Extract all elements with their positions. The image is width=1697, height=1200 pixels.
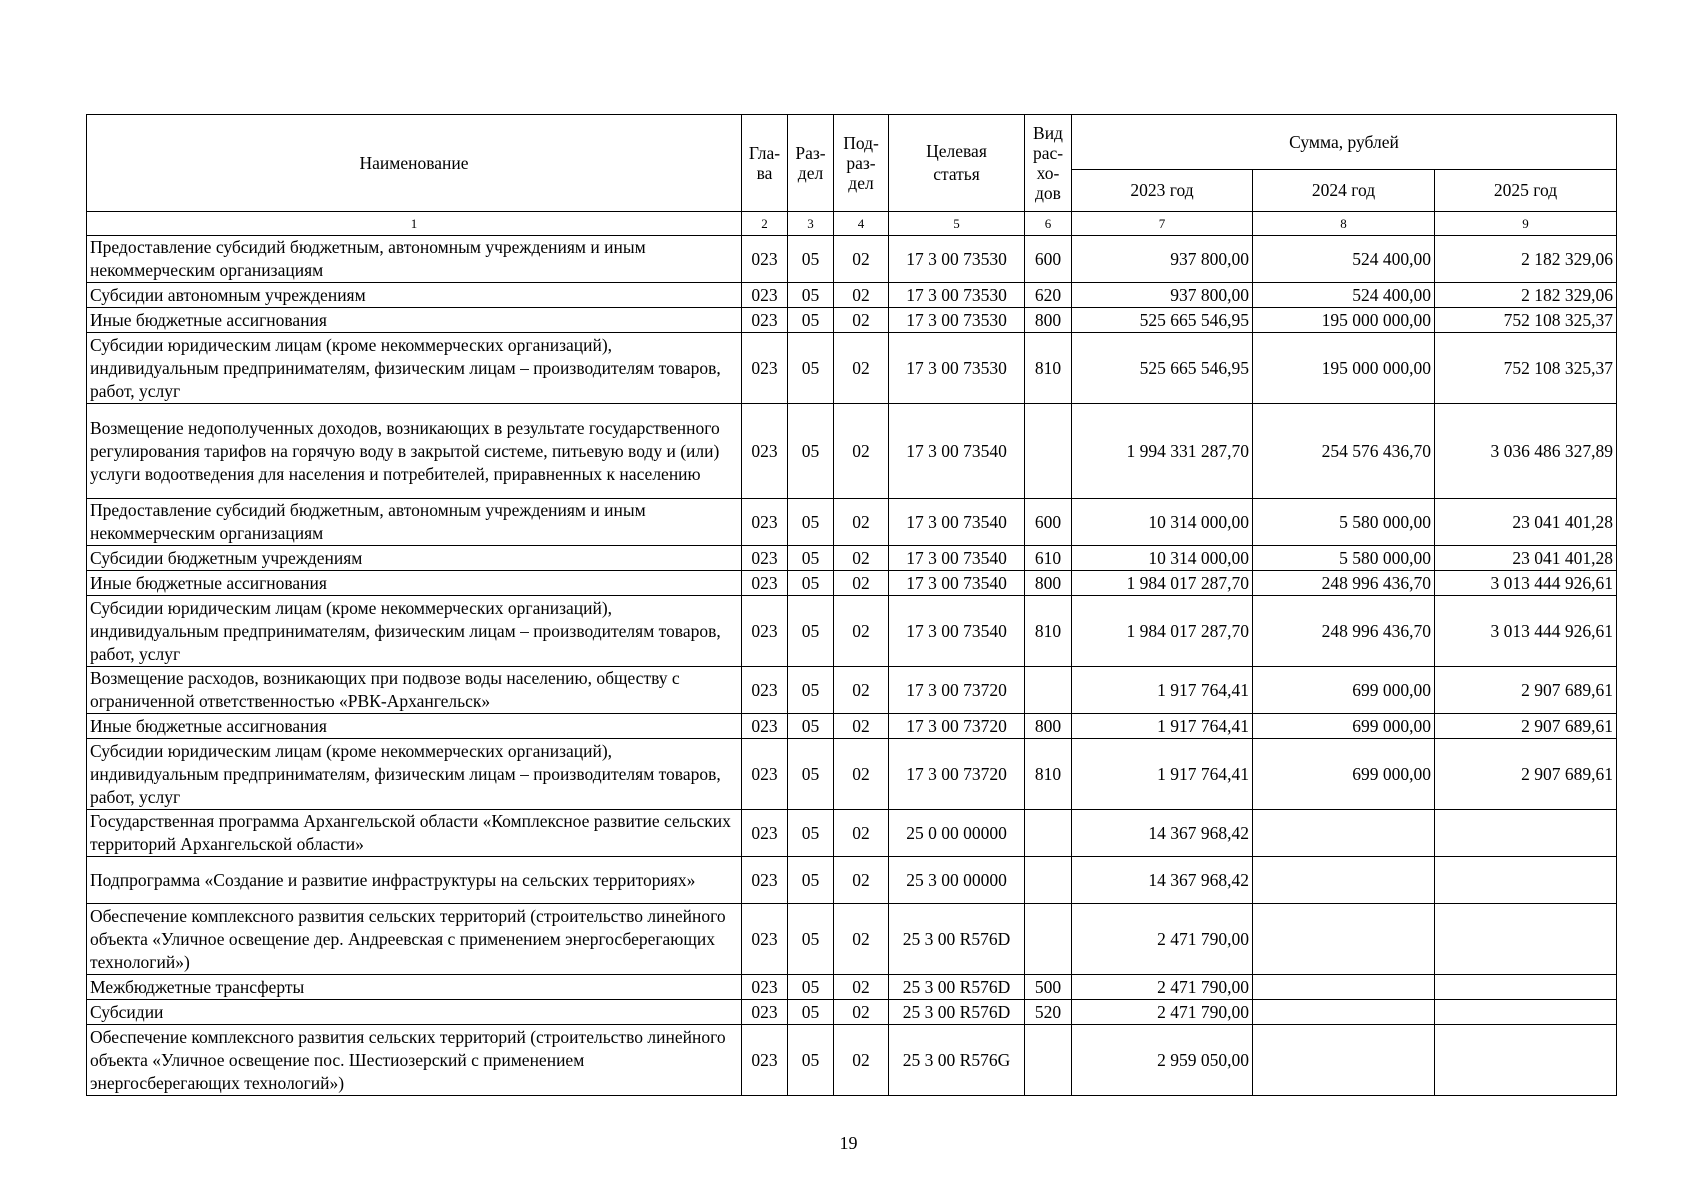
row-name: Иные бюджетные ассигнования bbox=[87, 714, 742, 739]
row-expense-type bbox=[1025, 857, 1072, 904]
row-sum-2023: 14 367 968,42 bbox=[1072, 810, 1253, 857]
column-number: 5 bbox=[889, 212, 1025, 236]
row-sum-2025: 23 041 401,28 bbox=[1435, 546, 1617, 571]
row-subsection: 02 bbox=[834, 1025, 889, 1096]
column-number: 8 bbox=[1253, 212, 1435, 236]
row-section: 05 bbox=[788, 857, 834, 904]
table-body bbox=[87, 236, 1617, 1096]
row-target-article: 17 3 00 73540 bbox=[889, 499, 1025, 546]
row-expense-type: 800 bbox=[1025, 308, 1072, 333]
row-target-article: 17 3 00 73720 bbox=[889, 739, 1025, 810]
row-sum-2025: 2 907 689,61 bbox=[1435, 739, 1617, 810]
header-year-2025: 2025 год bbox=[1435, 170, 1617, 212]
table-row bbox=[87, 596, 1617, 667]
row-sum-2024: 195 000 000,00 bbox=[1253, 333, 1435, 404]
header-section-label: Раз- дел bbox=[795, 143, 826, 183]
row-section: 05 bbox=[788, 714, 834, 739]
header-target-article-label: Целевая статья bbox=[926, 141, 987, 184]
row-name: Возмещение расходов, возникающих при подвозе воды населению, обществу с ограниченной ответственностью «РВК-Архангельск» bbox=[87, 667, 742, 714]
row-expense-type bbox=[1025, 904, 1072, 975]
row-sum-2025 bbox=[1435, 904, 1617, 975]
header-name: Наименование bbox=[87, 115, 742, 212]
table-row bbox=[87, 904, 1617, 975]
row-target-article: 17 3 00 73530 bbox=[889, 236, 1025, 283]
row-name: Предоставление субсидий бюджетным, автономным учреждениям и иным некоммерческим организациям bbox=[87, 499, 742, 546]
row-section: 05 bbox=[788, 1025, 834, 1096]
table-row bbox=[87, 1025, 1617, 1096]
table-row bbox=[87, 857, 1617, 904]
table-row bbox=[87, 283, 1617, 308]
row-expense-type: 600 bbox=[1025, 236, 1072, 283]
page-number: 19 bbox=[839, 1133, 858, 1153]
row-chapter: 023 bbox=[742, 975, 788, 1000]
row-sum-2024: 195 000 000,00 bbox=[1253, 308, 1435, 333]
row-subsection: 02 bbox=[834, 236, 889, 283]
row-chapter: 023 bbox=[742, 857, 788, 904]
row-target-article: 17 3 00 73540 bbox=[889, 596, 1025, 667]
row-expense-type: 810 bbox=[1025, 596, 1072, 667]
row-sum-2025: 2 907 689,61 bbox=[1435, 667, 1617, 714]
table-row bbox=[87, 333, 1617, 404]
row-sum-2024: 699 000,00 bbox=[1253, 714, 1435, 739]
table-row bbox=[87, 571, 1617, 596]
table-row bbox=[87, 975, 1617, 1000]
row-section: 05 bbox=[788, 236, 834, 283]
row-sum-2025: 2 182 329,06 bbox=[1435, 283, 1617, 308]
column-number: 3 bbox=[788, 212, 834, 236]
column-number: 6 bbox=[1025, 212, 1072, 236]
row-target-article: 17 3 00 73540 bbox=[889, 546, 1025, 571]
row-subsection: 02 bbox=[834, 571, 889, 596]
header-expense-type-label: Вид рас- хо- дов bbox=[1032, 123, 1064, 203]
row-sum-2025: 3 013 444 926,61 bbox=[1435, 596, 1617, 667]
row-sum-2025 bbox=[1435, 810, 1617, 857]
row-sum-2023: 1 917 764,41 bbox=[1072, 667, 1253, 714]
row-chapter: 023 bbox=[742, 1000, 788, 1025]
row-chapter: 023 bbox=[742, 714, 788, 739]
table-row bbox=[87, 236, 1617, 283]
row-chapter: 023 bbox=[742, 404, 788, 499]
row-name: Субсидии юридическим лицам (кроме некоммерческих организаций), индивидуальным предпринимателям, физическим лицам – производителям товаров, работ, услуг bbox=[87, 739, 742, 810]
row-target-article: 17 3 00 73530 bbox=[889, 333, 1025, 404]
row-subsection: 02 bbox=[834, 810, 889, 857]
row-sum-2023: 10 314 000,00 bbox=[1072, 546, 1253, 571]
row-sum-2023: 1 984 017 287,70 bbox=[1072, 596, 1253, 667]
row-name: Возмещение недополученных доходов, возникающих в результате государственного регулирования тарифов на горячую воду в закрытой системе, питьевую воду и (или) услуги водоотведения для населения и потребителей, приравненных к населению bbox=[87, 404, 742, 499]
header-year-2023: 2023 год bbox=[1072, 170, 1253, 212]
row-sum-2024 bbox=[1253, 810, 1435, 857]
row-subsection: 02 bbox=[834, 333, 889, 404]
row-subsection: 02 bbox=[834, 546, 889, 571]
header-chapter bbox=[742, 115, 788, 212]
table-row bbox=[87, 499, 1617, 546]
row-sum-2025: 23 041 401,28 bbox=[1435, 499, 1617, 546]
row-sum-2024 bbox=[1253, 1000, 1435, 1025]
row-sum-2025: 2 907 689,61 bbox=[1435, 714, 1617, 739]
row-sum-2025 bbox=[1435, 1025, 1617, 1096]
row-section: 05 bbox=[788, 810, 834, 857]
row-expense-type: 810 bbox=[1025, 333, 1072, 404]
row-section: 05 bbox=[788, 904, 834, 975]
row-sum-2024 bbox=[1253, 975, 1435, 1000]
row-sum-2023: 937 800,00 bbox=[1072, 236, 1253, 283]
row-chapter: 023 bbox=[742, 308, 788, 333]
row-name: Обеспечение комплексного развития сельских территорий (строительство линейного объекта «Уличное освещение дер. Андреевская с применением энергосберегающих технологий») bbox=[87, 904, 742, 975]
row-sum-2023: 2 471 790,00 bbox=[1072, 1000, 1253, 1025]
row-section: 05 bbox=[788, 667, 834, 714]
row-chapter: 023 bbox=[742, 283, 788, 308]
header-sum-group: Сумма, рублей bbox=[1072, 115, 1617, 170]
header-expense-type bbox=[1025, 115, 1072, 212]
row-sum-2024: 699 000,00 bbox=[1253, 739, 1435, 810]
row-subsection: 02 bbox=[834, 1000, 889, 1025]
row-sum-2024: 524 400,00 bbox=[1253, 236, 1435, 283]
row-sum-2023: 2 471 790,00 bbox=[1072, 975, 1253, 1000]
column-number: 9 bbox=[1435, 212, 1617, 236]
row-subsection: 02 bbox=[834, 308, 889, 333]
row-sum-2025: 3 013 444 926,61 bbox=[1435, 571, 1617, 596]
row-sum-2023: 1 994 331 287,70 bbox=[1072, 404, 1253, 499]
row-expense-type bbox=[1025, 404, 1072, 499]
row-chapter: 023 bbox=[742, 333, 788, 404]
row-chapter: 023 bbox=[742, 904, 788, 975]
row-sum-2025: 3 036 486 327,89 bbox=[1435, 404, 1617, 499]
row-sum-2023: 1 917 764,41 bbox=[1072, 714, 1253, 739]
row-sum-2024: 524 400,00 bbox=[1253, 283, 1435, 308]
row-chapter: 023 bbox=[742, 1025, 788, 1096]
row-sum-2024 bbox=[1253, 857, 1435, 904]
table-row bbox=[87, 1000, 1617, 1025]
row-section: 05 bbox=[788, 596, 834, 667]
row-section: 05 bbox=[788, 975, 834, 1000]
row-name: Субсидии юридическим лицам (кроме некоммерческих организаций), индивидуальным предпринимателям, физическим лицам – производителям товаров, работ, услуг bbox=[87, 596, 742, 667]
row-chapter: 023 bbox=[742, 596, 788, 667]
table-row bbox=[87, 739, 1617, 810]
row-subsection: 02 bbox=[834, 667, 889, 714]
row-sum-2025: 752 108 325,37 bbox=[1435, 308, 1617, 333]
row-sum-2024 bbox=[1253, 904, 1435, 975]
header-section bbox=[788, 115, 834, 212]
row-sum-2024: 248 996 436,70 bbox=[1253, 596, 1435, 667]
row-target-article: 25 3 00 00000 bbox=[889, 857, 1025, 904]
row-section: 05 bbox=[788, 308, 834, 333]
row-section: 05 bbox=[788, 546, 834, 571]
row-section: 05 bbox=[788, 739, 834, 810]
row-target-article: 17 3 00 73720 bbox=[889, 667, 1025, 714]
row-chapter: 023 bbox=[742, 571, 788, 596]
row-sum-2024: 254 576 436,70 bbox=[1253, 404, 1435, 499]
row-chapter: 023 bbox=[742, 810, 788, 857]
row-sum-2023: 2 471 790,00 bbox=[1072, 904, 1253, 975]
row-sum-2024: 5 580 000,00 bbox=[1253, 546, 1435, 571]
header-chapter-label: Гла- ва bbox=[748, 143, 781, 183]
header-year-2024: 2024 год bbox=[1253, 170, 1435, 212]
row-sum-2023: 2 959 050,00 bbox=[1072, 1025, 1253, 1096]
row-subsection: 02 bbox=[834, 404, 889, 499]
row-expense-type: 810 bbox=[1025, 739, 1072, 810]
row-sum-2025 bbox=[1435, 1000, 1617, 1025]
row-subsection: 02 bbox=[834, 283, 889, 308]
row-target-article: 17 3 00 73720 bbox=[889, 714, 1025, 739]
row-name: Субсидии bbox=[87, 1000, 742, 1025]
row-sum-2024: 5 580 000,00 bbox=[1253, 499, 1435, 546]
row-expense-type: 500 bbox=[1025, 975, 1072, 1000]
row-subsection: 02 bbox=[834, 975, 889, 1000]
row-chapter: 023 bbox=[742, 546, 788, 571]
row-name: Государственная программа Архангельской области «Комплексное развитие сельских территорий Архангельской области» bbox=[87, 810, 742, 857]
row-sum-2023: 1 917 764,41 bbox=[1072, 739, 1253, 810]
budget-table bbox=[86, 114, 1617, 1096]
row-expense-type: 520 bbox=[1025, 1000, 1072, 1025]
row-sum-2023: 10 314 000,00 bbox=[1072, 499, 1253, 546]
row-expense-type: 610 bbox=[1025, 546, 1072, 571]
row-section: 05 bbox=[788, 1000, 834, 1025]
row-section: 05 bbox=[788, 283, 834, 308]
row-target-article: 25 3 00 R576D bbox=[889, 975, 1025, 1000]
row-subsection: 02 bbox=[834, 739, 889, 810]
row-name: Субсидии автономным учреждениям bbox=[87, 283, 742, 308]
row-name: Субсидии бюджетным учреждениям bbox=[87, 546, 742, 571]
row-name: Подпрограмма «Создание и развитие инфраструктуры на сельских территориях» bbox=[87, 857, 742, 904]
row-name: Иные бюджетные ассигнования bbox=[87, 308, 742, 333]
table-row bbox=[87, 667, 1617, 714]
row-name: Предоставление субсидий бюджетным, автономным учреждениям и иным некоммерческим организациям bbox=[87, 236, 742, 283]
header-subsection-label: Под- раз- дел bbox=[843, 133, 879, 193]
row-sum-2025: 752 108 325,37 bbox=[1435, 333, 1617, 404]
row-name: Субсидии юридическим лицам (кроме некоммерческих организаций), индивидуальным предпринимателям, физическим лицам – производителям товаров, работ, услуг bbox=[87, 333, 742, 404]
header-subsection bbox=[834, 115, 889, 212]
row-sum-2024: 248 996 436,70 bbox=[1253, 571, 1435, 596]
row-target-article: 17 3 00 73540 bbox=[889, 404, 1025, 499]
row-target-article: 25 3 00 R576G bbox=[889, 1025, 1025, 1096]
row-target-article: 25 3 00 R576D bbox=[889, 1000, 1025, 1025]
row-target-article: 25 3 00 R576D bbox=[889, 904, 1025, 975]
row-subsection: 02 bbox=[834, 499, 889, 546]
row-name: Иные бюджетные ассигнования bbox=[87, 571, 742, 596]
column-number: 7 bbox=[1072, 212, 1253, 236]
row-section: 05 bbox=[788, 571, 834, 596]
row-subsection: 02 bbox=[834, 904, 889, 975]
row-expense-type bbox=[1025, 810, 1072, 857]
row-target-article: 17 3 00 73530 bbox=[889, 308, 1025, 333]
row-chapter: 023 bbox=[742, 667, 788, 714]
row-subsection: 02 bbox=[834, 596, 889, 667]
row-section: 05 bbox=[788, 404, 834, 499]
row-sum-2023: 1 984 017 287,70 bbox=[1072, 571, 1253, 596]
table-row bbox=[87, 404, 1617, 499]
row-name: Обеспечение комплексного развития сельских территорий (строительство линейного объекта «Уличное освещение пос. Шестиозерский с применением энергосберегающих технологий») bbox=[87, 1025, 742, 1096]
row-sum-2023: 14 367 968,42 bbox=[1072, 857, 1253, 904]
row-chapter: 023 bbox=[742, 499, 788, 546]
row-subsection: 02 bbox=[834, 714, 889, 739]
row-chapter: 023 bbox=[742, 739, 788, 810]
header-target-article bbox=[889, 115, 1025, 212]
table-row bbox=[87, 810, 1617, 857]
row-sum-2023: 937 800,00 bbox=[1072, 283, 1253, 308]
row-target-article: 17 3 00 73540 bbox=[889, 571, 1025, 596]
row-sum-2024 bbox=[1253, 1025, 1435, 1096]
row-target-article: 25 0 00 00000 bbox=[889, 810, 1025, 857]
table-row bbox=[87, 546, 1617, 571]
row-sum-2025 bbox=[1435, 857, 1617, 904]
table-row bbox=[87, 714, 1617, 739]
row-sum-2025: 2 182 329,06 bbox=[1435, 236, 1617, 283]
row-sum-2024: 699 000,00 bbox=[1253, 667, 1435, 714]
row-target-article: 17 3 00 73530 bbox=[889, 283, 1025, 308]
row-section: 05 bbox=[788, 499, 834, 546]
column-number-row bbox=[87, 212, 1617, 236]
row-sum-2023: 525 665 546,95 bbox=[1072, 308, 1253, 333]
row-subsection: 02 bbox=[834, 857, 889, 904]
row-expense-type: 800 bbox=[1025, 714, 1072, 739]
column-number: 4 bbox=[834, 212, 889, 236]
row-expense-type: 600 bbox=[1025, 499, 1072, 546]
row-expense-type: 800 bbox=[1025, 571, 1072, 596]
row-name: Межбюджетные трансферты bbox=[87, 975, 742, 1000]
row-expense-type bbox=[1025, 667, 1072, 714]
column-number: 2 bbox=[742, 212, 788, 236]
row-sum-2025 bbox=[1435, 975, 1617, 1000]
column-number: 1 bbox=[87, 212, 742, 236]
row-sum-2023: 525 665 546,95 bbox=[1072, 333, 1253, 404]
row-section: 05 bbox=[788, 333, 834, 404]
row-expense-type: 620 bbox=[1025, 283, 1072, 308]
row-expense-type bbox=[1025, 1025, 1072, 1096]
table-row bbox=[87, 308, 1617, 333]
row-chapter: 023 bbox=[742, 236, 788, 283]
